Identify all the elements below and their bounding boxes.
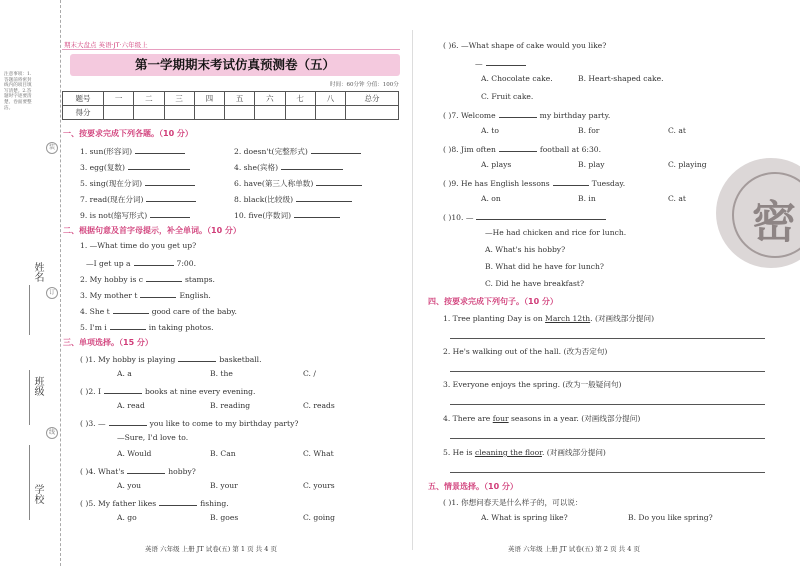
rewrite-item: 1. Tree planting Day is on March 12th. (对画线部分提问)	[443, 314, 655, 323]
section-1-title: 一、按要求完成下列各题。（10 分）	[63, 129, 193, 138]
footer-right: 英语 六年级 上册 JT 试卷(五) 第 2 页 共 4 页	[508, 545, 640, 553]
answer-blank[interactable]	[486, 57, 526, 66]
answer-blank[interactable]	[296, 193, 352, 202]
option-c[interactable]: C. Did he have breakfast?	[485, 279, 585, 288]
option-b[interactable]: B. in	[578, 194, 596, 203]
score-input-cell[interactable]	[164, 106, 194, 120]
answer-blank[interactable]	[145, 177, 195, 186]
option-a[interactable]: A. plays	[481, 160, 512, 169]
answer-blank[interactable]	[150, 209, 190, 218]
rewrite-item: 3. Everyone enjoys the spring. (改为一般疑问句)	[443, 380, 622, 389]
option-a[interactable]: A. go	[117, 513, 137, 522]
sec2-item: 1. —What time do you get up?	[80, 241, 197, 250]
option-a[interactable]: A. read	[117, 401, 145, 410]
sec1-item: 3. egg(复数)	[80, 161, 190, 173]
school-line	[29, 445, 30, 520]
answer-blank[interactable]	[140, 289, 176, 298]
score-input-cell[interactable]	[194, 106, 224, 120]
score-input-cell[interactable]	[285, 106, 315, 120]
table-cell: 四	[194, 92, 224, 106]
score-table-score-row	[63, 106, 399, 120]
answer-blank[interactable]	[128, 161, 190, 170]
sec1-item: 7. read(现在分词)	[80, 193, 196, 205]
option-b[interactable]: B. What did he have for lunch?	[485, 262, 604, 271]
rewrite-item: 4. There are four seasons in a year. (对画线部分提问)	[443, 414, 641, 423]
table-cell: 三	[164, 92, 194, 106]
sec1-item: 9. is not(缩写形式)	[80, 209, 190, 221]
mc-question: ( )10. —	[443, 211, 606, 222]
answer-blank[interactable]	[476, 211, 606, 220]
option-b[interactable]: B. your	[210, 481, 238, 490]
table-cell: 得分	[63, 106, 104, 120]
option-a[interactable]: A. What's his hobby?	[485, 245, 566, 254]
option-a[interactable]: A. Would	[117, 449, 152, 458]
answer-line[interactable]	[450, 438, 765, 439]
option-a[interactable]: A. on	[481, 194, 501, 203]
option-b[interactable]: B. the	[210, 369, 233, 378]
answer-blank[interactable]	[127, 465, 165, 474]
answer-blank[interactable]	[104, 385, 142, 394]
name-line	[29, 285, 30, 335]
mc-reply: —Sure, I'd love to.	[117, 433, 189, 442]
class-label: 班级	[32, 376, 43, 396]
answer-blank[interactable]	[109, 417, 147, 426]
score-table-header-row	[63, 92, 399, 106]
mc-question: ( )1. 你想问春天是什么样子的，可以说：	[443, 498, 583, 507]
section-3-title: 三、单项选择。（15 分）	[63, 338, 153, 347]
exam-title: 第一学期期末考试仿真预测卷（五）	[70, 54, 400, 76]
mc-reply: —	[475, 57, 526, 68]
rewrite-item: 2. He's walking out of the hall. (改为否定句)	[443, 347, 608, 356]
punch-mark: 线	[46, 427, 58, 439]
time-info: 时间：60分钟 分值：100分	[330, 82, 399, 88]
option-b[interactable]: B. Can	[210, 449, 236, 458]
page-divider	[412, 30, 413, 550]
option-c[interactable]: C. /	[303, 369, 316, 378]
option-b[interactable]: B. Do you like spring?	[628, 513, 713, 522]
table-cell: 总分	[346, 92, 399, 106]
answer-blank[interactable]	[134, 257, 174, 266]
mc-question: ( )4. What's hobby?	[80, 467, 196, 476]
sec1-item: 1. sun(形容词)	[80, 145, 185, 157]
answer-blank[interactable]	[499, 143, 537, 152]
option-c[interactable]: C. playing	[668, 160, 707, 169]
sec1-item: 6. have(第三人称单数)	[234, 177, 362, 189]
option-b[interactable]: B. for	[578, 126, 600, 135]
table-cell: 题号	[63, 92, 104, 106]
sec2-item: —I get up a 7:00.	[86, 259, 196, 268]
answer-blank[interactable]	[281, 161, 343, 170]
option-b[interactable]: B. Heart-shaped cake.	[578, 74, 664, 83]
option-a[interactable]: A. Chocolate cake.	[481, 74, 553, 83]
mc-question: ( )1. My hobby is playing basketball.	[80, 355, 262, 364]
option-c[interactable]: C. Fruit cake.	[481, 92, 534, 101]
watermark-stamp: 密	[716, 158, 800, 268]
score-input-cell[interactable]	[104, 106, 134, 120]
section-2-title: 二、根据句意及首字母提示，补全单词。（10 分）	[63, 226, 241, 235]
table-cell: 六	[255, 92, 285, 106]
table-cell: 五	[225, 92, 255, 106]
option-c[interactable]: C. going	[303, 513, 335, 522]
mc-question: ( )9. He has English lessons Tuesday.	[443, 179, 626, 188]
score-input-cell[interactable]	[315, 106, 345, 120]
option-a[interactable]: A. a	[117, 369, 132, 378]
notice-text: 注意事项：1.答题前将密封线内的项目填写清楚。2.答题时字迹要清楚、卷面要整洁。	[4, 72, 32, 111]
answer-blank[interactable]	[146, 273, 182, 282]
answer-blank[interactable]	[553, 177, 589, 186]
option-a[interactable]: A. What is spring like?	[481, 513, 568, 522]
sec2-item: 4. She t good care of the baby.	[80, 307, 237, 316]
score-table	[62, 91, 399, 120]
table-cell: 八	[315, 92, 345, 106]
answer-blank[interactable]	[146, 193, 196, 202]
binding-gutter	[0, 0, 61, 566]
footer-left: 英语 六年级 上册 JT 试卷(五) 第 1 页 共 4 页	[145, 545, 277, 553]
mc-question: ( )3. — you like to come to my birthday party?	[80, 419, 299, 428]
sec1-item: 10. five(序数词)	[234, 209, 340, 221]
mc-reply: —He had chicken and rice for lunch.	[485, 228, 627, 237]
section-4-title: 四、按要求完成下列句子。（10 分）	[428, 297, 558, 306]
option-c[interactable]: C. reads	[303, 401, 335, 410]
mc-question: ( )7. Welcome my birthday party.	[443, 111, 611, 120]
mc-question: ( )6. —What shape of cake would you like?	[443, 41, 607, 50]
table-cell: 七	[285, 92, 315, 106]
option-c[interactable]: C. at	[668, 194, 686, 203]
answer-line[interactable]	[450, 472, 765, 473]
sec2-item: 2. My hobby is c stamps.	[80, 275, 215, 284]
answer-line[interactable]	[450, 338, 765, 339]
mc-question: ( )5. My father likes fishing.	[80, 499, 229, 508]
rewrite-item: 5. He is cleaning the floor. (对画线部分提问)	[443, 448, 606, 457]
option-c[interactable]: C. yours	[303, 481, 335, 490]
mc-question: ( )2. I books at nine every evening.	[80, 387, 256, 396]
table-cell: 一	[104, 92, 134, 106]
sec2-item: 3. My mother t English.	[80, 291, 211, 300]
answer-blank[interactable]	[178, 353, 216, 362]
score-input-cell[interactable]	[225, 106, 255, 120]
answer-blank[interactable]	[316, 177, 362, 186]
answer-line[interactable]	[450, 404, 765, 405]
option-a[interactable]: A. you	[117, 481, 142, 490]
answer-blank[interactable]	[499, 109, 537, 118]
banner-rule	[62, 49, 400, 50]
name-label: 姓名	[32, 262, 43, 282]
answer-blank[interactable]	[311, 145, 361, 154]
header-banner: 期末大盘点 英语·JT·六年级上	[64, 41, 148, 49]
punch-mark: 装	[46, 142, 58, 154]
sec1-item: 5. sing(现在分词)	[80, 177, 195, 189]
option-a[interactable]: A. to	[481, 126, 499, 135]
sec1-item: 8. black(比较级)	[234, 193, 352, 205]
section-5-title: 五、情景选择。（10 分）	[428, 482, 518, 491]
table-cell: 二	[134, 92, 164, 106]
answer-blank[interactable]	[159, 497, 197, 506]
option-b[interactable]: B. play	[578, 160, 605, 169]
answer-blank[interactable]	[110, 321, 146, 330]
answer-blank[interactable]	[113, 305, 149, 314]
school-label: 学校	[32, 484, 43, 504]
mc-question: ( )8. Jim often football at 6:30.	[443, 145, 602, 154]
answer-blank[interactable]	[294, 209, 340, 218]
score-input-cell[interactable]	[346, 106, 399, 120]
sec1-item: 2. doesn't(完整形式)	[234, 145, 361, 157]
answer-blank[interactable]	[135, 145, 185, 154]
score-input-cell[interactable]	[255, 106, 285, 120]
sec1-item: 4. she(宾格)	[234, 161, 343, 173]
option-b[interactable]: B. reading	[210, 401, 251, 410]
option-c[interactable]: C. at	[668, 126, 686, 135]
answer-line[interactable]	[450, 371, 765, 372]
punch-mark: 订	[46, 287, 58, 299]
score-input-cell[interactable]	[134, 106, 164, 120]
option-b[interactable]: B. goes	[210, 513, 239, 522]
sec2-item: 5. I'm i in taking photos.	[80, 323, 214, 332]
option-c[interactable]: C. What	[303, 449, 334, 458]
